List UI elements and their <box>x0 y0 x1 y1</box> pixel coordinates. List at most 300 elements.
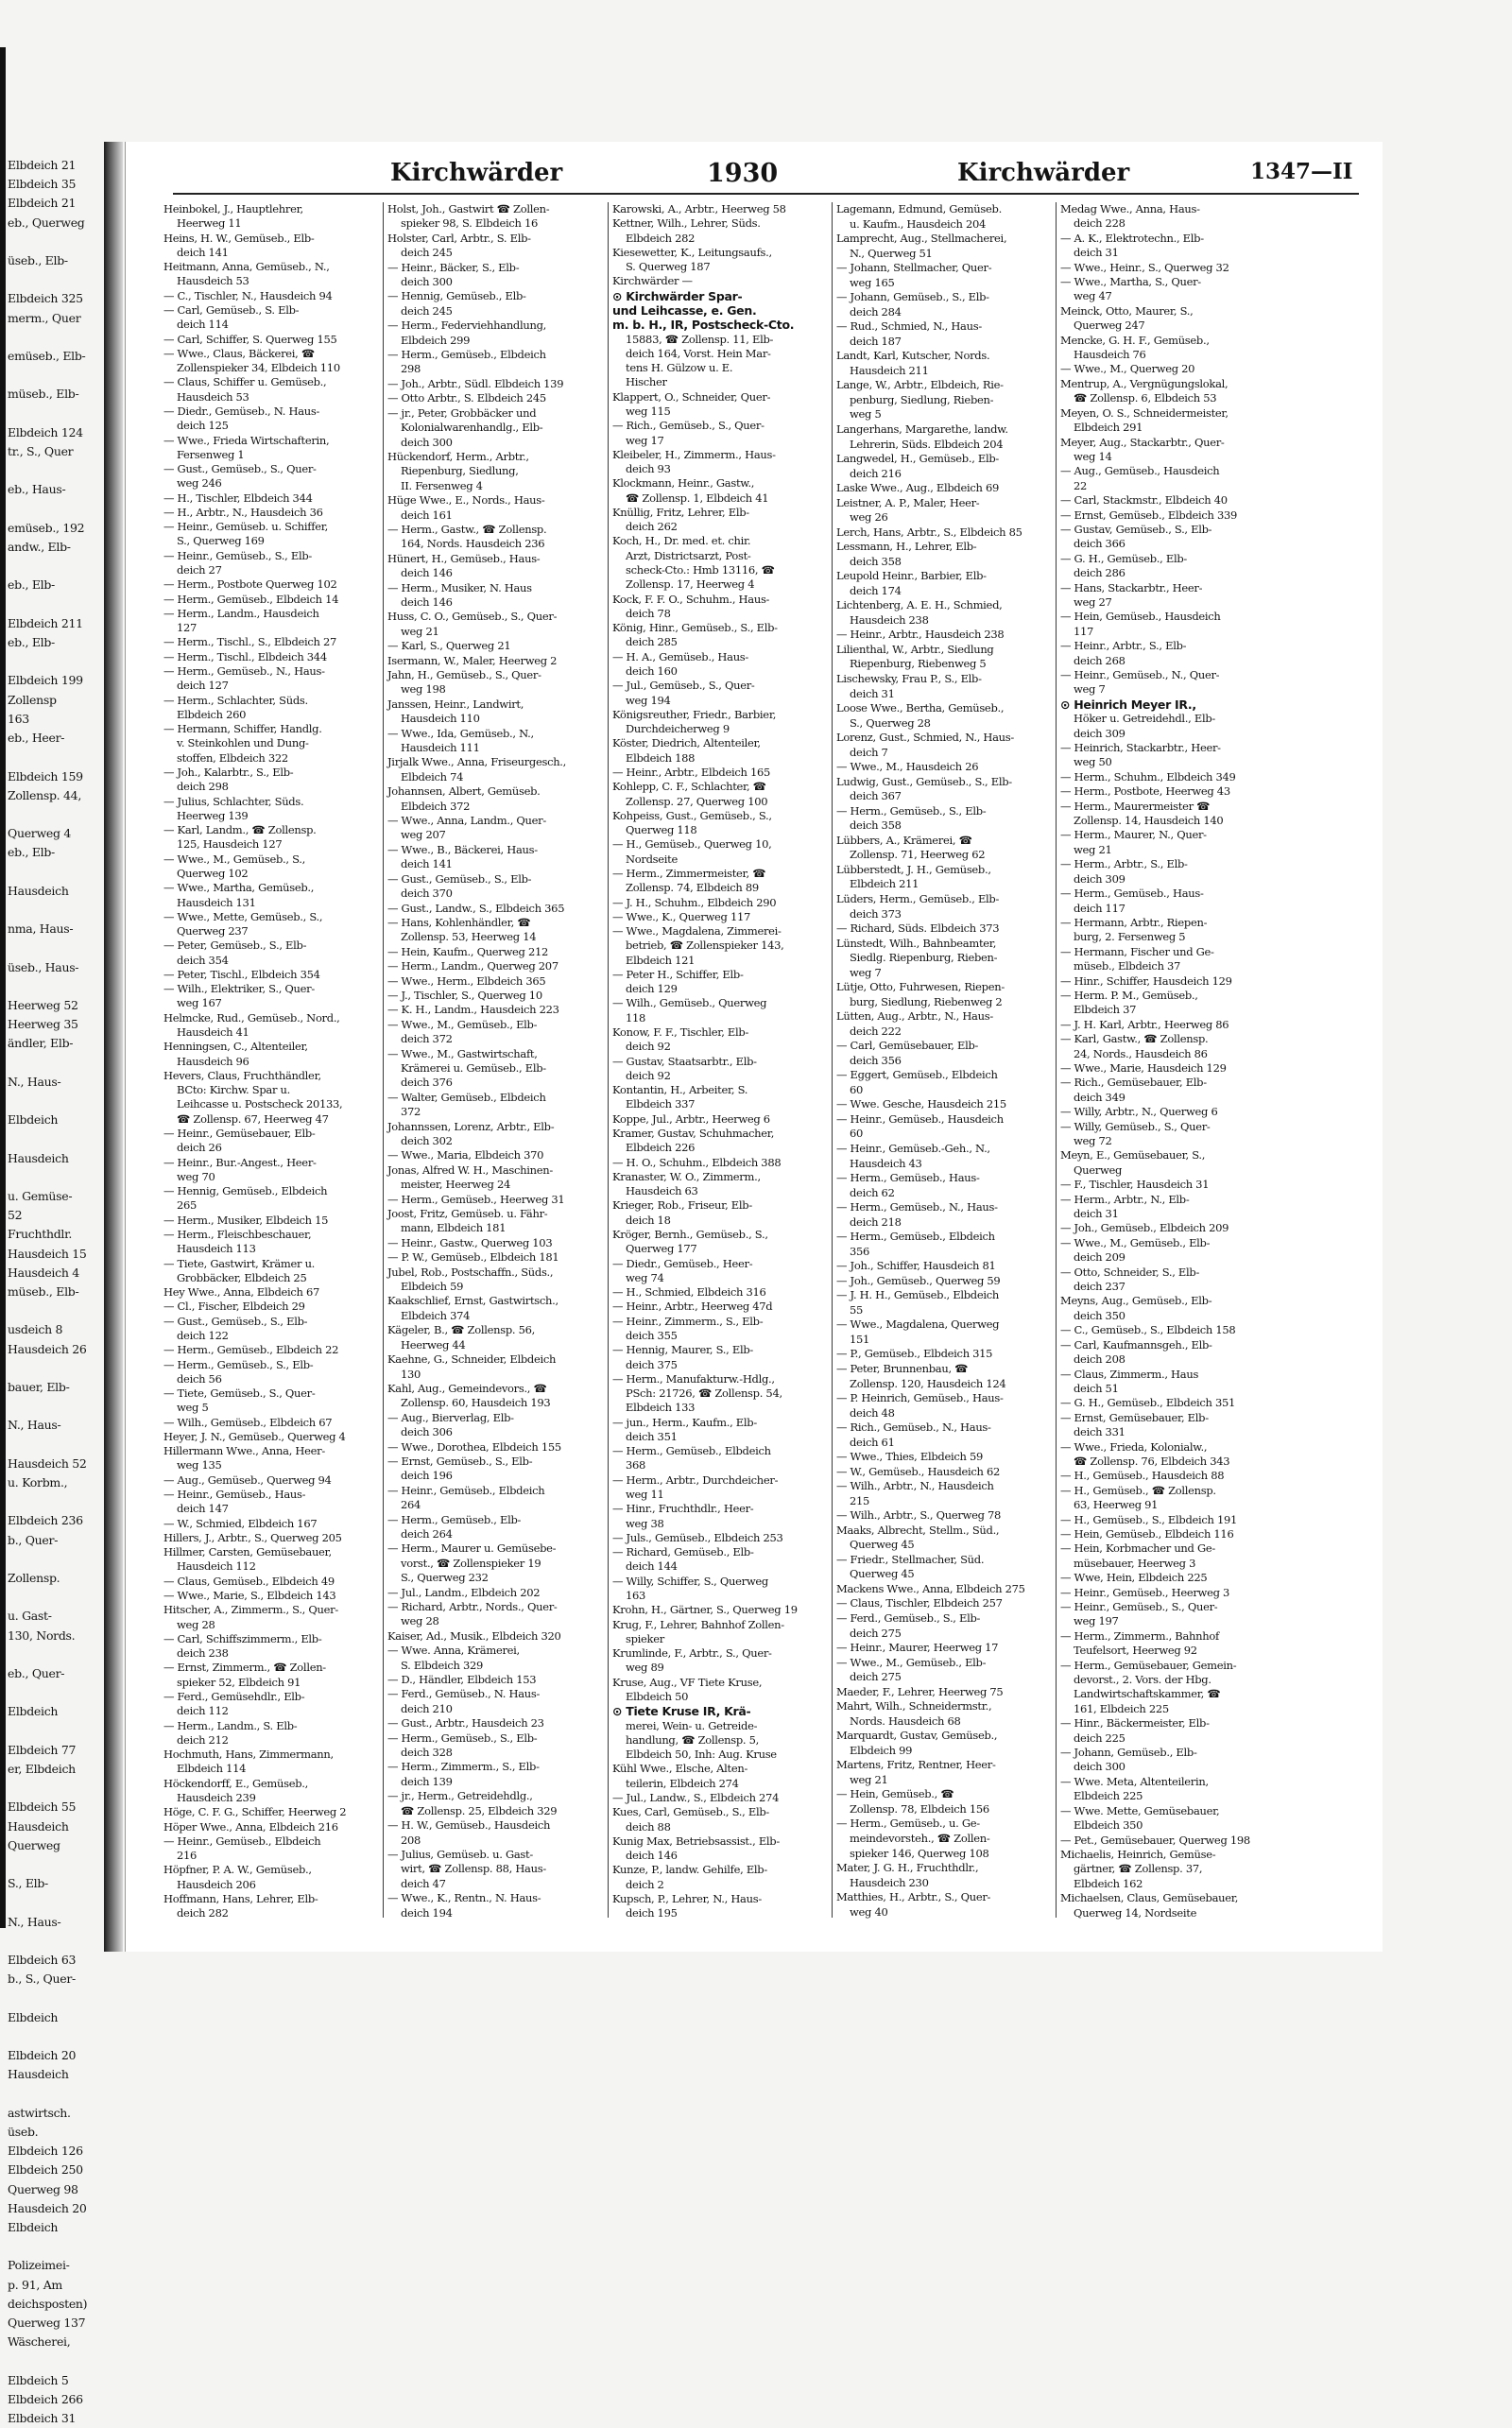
directory-entry-line: Zollensp. 53, Heerweg 14 <box>401 930 537 944</box>
directory-entry-line: Elbdeich 299 <box>401 333 471 347</box>
directory-entry-line: und Leihcasse, e. Gen. <box>612 302 757 318</box>
directory-entry-line: Kunig Max, Betriebsassist., Elb- <box>612 1834 780 1848</box>
directory-entry-line: Krämerei u. Gemüseb., Elb- <box>401 1060 546 1075</box>
directory-column-4 <box>836 202 1052 1932</box>
directory-entry-line: — H., Gemüseb., Hausdeich 88 <box>1060 1469 1225 1483</box>
directory-entry-line: Lagemann, Edmund, Gemüseb. <box>836 202 1002 215</box>
directory-entry-line: ☎ Zollensp. 6, Elbdeich 53 <box>1074 391 1217 405</box>
previous-page-line: Querweg 4 <box>8 826 71 841</box>
directory-entry-line: — D., Händler, Elbdeich 153 <box>387 1673 537 1687</box>
directory-entry-line: deich 187 <box>850 334 902 348</box>
directory-column-1 <box>163 202 379 1932</box>
directory-entry-line: Holster, Carl, Arbtr., S. Elb- <box>387 231 531 245</box>
directory-entry-line: Hausdeich 230 <box>850 1875 929 1889</box>
directory-entry-line: — Joh., Gemüseb., Querweg 59 <box>836 1273 1001 1287</box>
directory-entry-line: deich 354 <box>177 953 229 967</box>
previous-page-line: Elbdeich <box>8 2219 59 2234</box>
directory-entry-line: weg 70 <box>177 1169 215 1183</box>
directory-entry-line: deich 218 <box>850 1214 902 1229</box>
directory-entry-line: Querweg 45 <box>850 1538 915 1552</box>
previous-page-line: Querweg 98 <box>8 2181 78 2196</box>
previous-page-line: Zollensp <box>8 692 57 707</box>
previous-page-line <box>8 1301 112 1320</box>
directory-entry-line: BCto: Kirchw. Spar u. <box>177 1083 290 1097</box>
directory-entry-line: — W., Gemüseb., Hausdeich 62 <box>836 1464 1001 1478</box>
directory-entry-line: — Wwe., Claus, Bäckerei, ☎ <box>163 346 315 360</box>
directory-entry-line: — Gust., Arbtr., Hausdeich 23 <box>387 1716 544 1731</box>
directory-entry-line: — H., Schmied, Elbdeich 316 <box>612 1285 766 1300</box>
directory-entry-line: — Ferd., Gemüseb., S., Elb- <box>836 1611 981 1625</box>
directory-entry-line: Krug, F., Lehrer, Bahnhof Zollen- <box>612 1617 784 1631</box>
directory-entry-line: — Rich., Gemüseb., N., Haus- <box>836 1421 991 1435</box>
directory-entry-line: — Herm., Gemüseb., Elbdeich <box>836 1230 995 1244</box>
directory-entry-line: deich 366 <box>1074 537 1125 551</box>
directory-entry-line: — H. W., Gemüseb., Hausdeich <box>387 1818 551 1833</box>
directory-entry-line: 265 <box>177 1198 198 1213</box>
directory-entry-line: 60 <box>850 1127 864 1141</box>
directory-entry-line: — Ernst, Gemüseb., Elbdeich 339 <box>1060 508 1238 522</box>
directory-entry-line: 60 <box>850 1082 864 1096</box>
directory-entry-line: — P. W., Gemüseb., Elbdeich 181 <box>387 1250 559 1265</box>
previous-page-line: üseb. <box>8 2124 39 2139</box>
directory-entry-line: — Karl, S., Querweg 21 <box>387 639 511 653</box>
directory-entry-line: Koppe, Jul., Arbtr., Heerweg 6 <box>612 1111 770 1126</box>
column-divider <box>832 202 833 1918</box>
directory-entry-line: Riepenburg, Riebenweg 5 <box>850 657 987 671</box>
directory-entry-line: deich 18 <box>626 1213 671 1227</box>
previous-page-line <box>8 938 112 957</box>
directory-entry-line: weg 17 <box>626 433 664 447</box>
directory-entry-line: Lüders, Herm., Gemüseb., Elb- <box>836 891 1000 905</box>
directory-entry-line: Kühl Wwe., Elsche, Alten- <box>612 1762 748 1776</box>
previous-page-line <box>8 1893 112 1912</box>
directory-entry-line: Knüllig, Fritz, Lehrer, Elb- <box>612 505 749 519</box>
directory-entry-line: — Herm., Zimmermeister, ☎ <box>612 866 766 880</box>
directory-entry-line: deich 208 <box>1074 1352 1125 1367</box>
directory-entry-line: deich 209 <box>1074 1250 1125 1265</box>
directory-entry-line: Holst, Joh., Gastwirt ☎ Zollen- <box>387 202 550 215</box>
directory-entry-line: — Herm., Gemüsebauer, Gemein- <box>1060 1658 1237 1672</box>
directory-entry-line: weg 21 <box>401 624 439 638</box>
directory-entry-line: 216 <box>177 1849 198 1863</box>
directory-entry-line: — Wwe., M., Querweg 20 <box>1060 362 1195 376</box>
directory-entry-line: — Herm., Gastw., ☎ Zollensp. <box>387 522 547 536</box>
previous-page-line <box>8 1129 112 1148</box>
directory-entry-line: Michaelis, Heinrich, Gemüse- <box>1060 1847 1216 1861</box>
previous-page-line <box>8 1932 112 1951</box>
directory-entry-line: Zollensp. 14, Hausdeich 140 <box>1074 814 1224 828</box>
directory-entry-line: deich 2 <box>626 1877 664 1891</box>
directory-entry-line: — Herm., Maurer, N., Quer- <box>1060 828 1207 842</box>
directory-entry-line: — W., Schmied, Elbdeich 167 <box>163 1516 318 1530</box>
directory-entry-line: Querweg 237 <box>177 924 249 938</box>
directory-entry-line: — Hinr., Fruchthdlr., Heer- <box>612 1502 754 1516</box>
directory-entry-line: Maeder, F., Lehrer, Heerweg 75 <box>836 1684 1004 1698</box>
directory-entry-line: deich 146 <box>401 566 453 580</box>
directory-entry-line: — Hein, Gemüseb., Elbdeich 116 <box>1060 1526 1234 1541</box>
directory-entry-line: — Joh., Schiffer, Hausdeich 81 <box>836 1259 996 1273</box>
previous-page-line <box>8 2085 112 2104</box>
directory-entry-line: — Hans, Kohlenhändler, ☎ <box>387 915 531 929</box>
previous-page-line <box>8 1645 112 1664</box>
directory-entry-line: Hausdeich 112 <box>177 1559 256 1574</box>
directory-entry-line: — Richard, Arbtr., Nords., Quer- <box>387 1600 558 1613</box>
directory-entry-line: deich 275 <box>850 1626 902 1640</box>
directory-entry-line: — Ferd., Gemüseb., N. Haus- <box>387 1687 541 1701</box>
directory-entry-line: — Herm., Arbtr., Durchdeicher- <box>612 1472 779 1487</box>
directory-entry-line: Heitmann, Anna, Gemüseb., N., <box>163 260 330 274</box>
directory-entry-line: weg 165 <box>850 275 895 289</box>
directory-entry-line: Zollensp. 74, Elbdeich 89 <box>626 881 759 895</box>
directory-entry-line: Kunze, P., landw. Gehilfe, Elb- <box>612 1863 767 1877</box>
directory-entry-line: — Herm., Gemüseb., Elbdeich 22 <box>163 1343 339 1357</box>
directory-entry-line: — Herm., Manufakturw.-Hdlg., <box>612 1371 775 1386</box>
directory-entry-line: Mentrup, A., Vergnügungslokal, <box>1060 376 1228 390</box>
directory-entry-line: Zollensp. 27, Querweg 100 <box>626 794 768 808</box>
directory-entry-line: Ludwig, Gust., Gemüseb., S., Elb- <box>836 774 1012 788</box>
directory-entry-line: Kolonialwarenhandlg., Elb- <box>401 421 543 435</box>
directory-entry-line: Elbdeich 291 <box>1074 421 1143 435</box>
directory-entry-line: — Wilh., Arbtr., N., Hausdeich <box>836 1479 994 1493</box>
previous-page-line <box>8 2237 112 2256</box>
directory-entry-line: — Hermann, Schiffer, Handlg. <box>163 722 322 736</box>
directory-entry-line: deich 356 <box>850 1053 902 1067</box>
directory-entry-line: Kägeler, B., ☎ Zollensp. 56, <box>387 1323 535 1337</box>
directory-entry-line: — Herm., Maurer u. Gemüsebe- <box>387 1541 557 1556</box>
directory-entry-line: 125, Hausdeich 127 <box>177 837 283 852</box>
directory-entry-line: Elbdeich 114 <box>177 1762 247 1776</box>
directory-entry-line: weg 7 <box>1074 682 1106 697</box>
previous-page-line: Elbdeich <box>8 1112 59 1128</box>
column-divider <box>1056 202 1057 1918</box>
directory-entry-line: — Juls., Gemüseb., Elbdeich 253 <box>612 1530 783 1544</box>
directory-entry-line: Heerweg 139 <box>177 808 249 822</box>
directory-entry-line: — Heinr., Gemüseb.-Geh., N., <box>836 1142 990 1155</box>
directory-entry-line: Elbdeich 337 <box>626 1097 696 1111</box>
directory-entry-line: 208 <box>401 1833 421 1847</box>
directory-entry-line: — Heinr., Gemüsebauer, Elb- <box>163 1127 316 1140</box>
directory-entry-line: deich 26 <box>177 1141 222 1155</box>
directory-entry-line: — Hennig, Gemüseb., Elbdeich <box>163 1184 328 1198</box>
previous-page-line: Fruchthdlr. <box>8 1227 73 1242</box>
directory-entry-line: — Herm., Musiker, N. Haus <box>387 580 532 594</box>
directory-entry-line: — Gustav, Staatsarbtr., Elb- <box>612 1054 757 1068</box>
previous-page-line <box>8 2027 112 2046</box>
directory-entry-line: Kahl, Aug., Gemeindevors., ☎ <box>387 1381 547 1395</box>
directory-entry-line: Elbdeich 121 <box>626 953 696 967</box>
directory-entry-line: ⊙ Tiete Kruse IR, Krä- <box>612 1704 751 1719</box>
directory-entry-line: gärtner, ☎ Zollensp. 37, <box>1074 1862 1203 1876</box>
directory-entry-line: — Willy, Arbtr., N., Querweg 6 <box>1060 1105 1218 1119</box>
previous-page-line <box>8 901 112 920</box>
previous-page-line: Elbdeich 20 <box>8 2048 77 2063</box>
directory-entry-line: Elbdeich 372 <box>401 799 471 813</box>
directory-entry-line: — Ernst, Gemüseb., S., Elb- <box>387 1454 533 1468</box>
directory-entry-line: Köster, Diedrich, Altenteiler, <box>612 736 761 750</box>
directory-entry-line: 24, Nords., Hausdeich 86 <box>1074 1046 1208 1060</box>
directory-entry-line: 118 <box>626 1010 646 1025</box>
directory-entry-line: Elbdeich 50 <box>626 1689 689 1703</box>
directory-entry-line: Hausdeich 76 <box>1074 348 1146 362</box>
directory-entry-line: — Gust., Gemüseb., S., Elb- <box>387 871 532 886</box>
directory-entry-line: — Herm., Gemüseb., N., Haus- <box>836 1200 998 1214</box>
directory-entry-line: deich 78 <box>626 606 671 620</box>
directory-entry-line: devorst., 2. Vors. der Hbg. <box>1074 1673 1211 1687</box>
previous-page-line <box>8 1683 112 1702</box>
directory-entry-line: — Herm., Schlachter, Süds. <box>163 693 308 707</box>
directory-entry-line: — Aug., Gemüseb., Hausdeich <box>1060 464 1220 478</box>
directory-entry-line: — Wwe. Mette, Gemüsebauer, <box>1060 1803 1220 1817</box>
previous-page-line: b., S., Quer- <box>8 1972 76 1987</box>
directory-entry-line: weg 40 <box>850 1904 888 1919</box>
directory-entry-line: Hoffmann, Hans, Lehrer, Elb- <box>163 1891 318 1905</box>
directory-entry-line: Janssen, Heinr., Landwirt, <box>387 697 524 711</box>
previous-page-line: Elbdeich 77 <box>8 1742 77 1757</box>
directory-entry-line: — Carl, Stackmstr., Elbdeich 40 <box>1060 493 1228 508</box>
previous-page-line: Elbdeich <box>8 1704 59 1719</box>
directory-entry-line: Hischer <box>626 375 667 389</box>
header-place-right: Kirchwärder <box>957 159 1130 187</box>
directory-entry-line: Karowski, A., Arbtr., Heerweg 58 <box>612 202 786 215</box>
directory-entry-line: deich 328 <box>401 1746 453 1760</box>
directory-entry-line: 22 <box>1074 478 1088 492</box>
directory-entry-line: deich 351 <box>626 1429 678 1443</box>
directory-entry-line: deich 194 <box>401 1905 453 1920</box>
directory-entry-line: Konow, F. F., Tischler, Elb- <box>612 1025 749 1040</box>
directory-entry-line: weg 27 <box>1074 594 1112 609</box>
directory-entry-line: deich 174 <box>850 583 902 597</box>
directory-entry-line: deich 31 <box>1074 246 1119 260</box>
directory-entry-line: — Karl, Gastw., ☎ Zollensp. <box>1060 1032 1209 1046</box>
directory-entry-line: — Otto, Schneider, S., Elb- <box>1060 1265 1200 1279</box>
directory-entry-line: weg 167 <box>177 996 222 1010</box>
directory-entry-line: — Herm., Musiker, Elbdeich 15 <box>163 1213 329 1227</box>
directory-entry-line: Zollensp. 17, Heerweg 4 <box>626 577 755 592</box>
directory-entry-line: Meyns, Aug., Gemüseb., Elb- <box>1060 1294 1212 1308</box>
previous-page-line: tr., S., Quer <box>8 444 74 459</box>
directory-entry-line: — Herm., Gemüseb., Haus- <box>1060 887 1204 901</box>
directory-entry-line: Hausdeich 43 <box>850 1156 922 1170</box>
directory-entry-line: scheck-Cto.: Hmb 13116, ☎ <box>626 563 775 577</box>
directory-entry-line: deich 216 <box>850 466 902 480</box>
directory-entry-line: deich 222 <box>850 1024 902 1038</box>
directory-entry-line: deich 114 <box>177 318 229 332</box>
directory-entry-line: — Wwe., Marie, Hausdeich 129 <box>1060 1060 1227 1075</box>
header-page-number: 1347—II <box>1250 159 1353 184</box>
directory-column-5 <box>1060 202 1276 1932</box>
directory-entry-line: deich 350 <box>1074 1308 1125 1322</box>
previous-page-line <box>8 1855 112 1874</box>
directory-entry-line: deich 164, Vorst. Hein Mar- <box>626 346 771 360</box>
directory-entry-line: penburg, Siedlung, Rieben- <box>850 392 994 406</box>
directory-entry-line: Laske Wwe., Aug., Elbdeich 69 <box>836 481 1000 495</box>
previous-page-line: Elbdeich 159 <box>8 768 83 784</box>
directory-entry-line: Mackens Wwe., Anna, Elbdeich 275 <box>836 1581 1025 1595</box>
directory-entry-line: Landt, Karl, Kutscher, Nords. <box>836 349 990 363</box>
directory-entry-line: — Ferd., Gemüsehdlr., Elb- <box>163 1689 305 1703</box>
directory-entry-line: — Tiete, Gastwirt, Krämer u. <box>163 1256 316 1270</box>
directory-entry-line: — Rud., Schmied, N., Haus- <box>836 319 982 334</box>
previous-page-line: üseb., Elb- <box>8 253 68 268</box>
previous-page-line: Elbdeich 236 <box>8 1513 83 1528</box>
directory-entry-line: Höckendorff, E., Gemüseb., <box>163 1776 309 1790</box>
directory-entry-line: Jahn, H., Gemüseb., S., Quer- <box>387 668 541 681</box>
directory-entry-line: deich 48 <box>850 1405 895 1420</box>
directory-entry-line: deich 62 <box>850 1185 895 1199</box>
directory-entry-line: deich 309 <box>1074 726 1125 740</box>
directory-entry-line: deich 112 <box>177 1704 229 1718</box>
header-year: 1930 <box>707 159 779 188</box>
directory-entry-line: — Pet., Gemüsebauer, Querweg 198 <box>1060 1833 1250 1847</box>
directory-entry-line: Zollensp. 78, Elbdeich 156 <box>850 1801 989 1816</box>
previous-page-line: bauer, Elb- <box>8 1380 70 1394</box>
directory-entry-line: Jirjalk Wwe., Anna, Friseurgesch., <box>387 755 567 769</box>
directory-entry-line: Hausdeich 53 <box>177 389 249 404</box>
directory-entry-line: deich 284 <box>850 304 902 319</box>
directory-entry-line: Elbdeich 226 <box>626 1141 696 1155</box>
directory-entry-line: 117 <box>1074 624 1094 638</box>
previous-page-line <box>8 1779 112 1798</box>
previous-page-line: Elbdeich 35 <box>8 177 77 192</box>
previous-page-line: Elbdeich 21 <box>8 158 77 172</box>
directory-entry-line: Querweg 45 <box>850 1567 915 1581</box>
directory-entry-line: — Wilh., Arbtr., S., Querweg 78 <box>836 1508 1002 1523</box>
directory-entry-line: deich 31 <box>1074 1207 1119 1221</box>
previous-page-line <box>8 1588 112 1607</box>
directory-entry-line: — Wwe., M., Gemüseb., Elb- <box>387 1017 538 1031</box>
directory-entry-line: weg 197 <box>1074 1614 1119 1628</box>
directory-entry-line: — Heinr., Gemüseb., Heerweg 3 <box>1060 1585 1230 1599</box>
previous-page-line: Elbdeich 266 <box>8 2391 83 2406</box>
directory-entry-line: deich 146 <box>626 1849 678 1863</box>
directory-entry-line: Lichtenberg, A. E. H., Schmied, <box>836 598 1003 612</box>
previous-page-line: emüseb., 192 <box>8 520 85 535</box>
directory-entry-line: deich 7 <box>850 745 888 759</box>
directory-entry-line: — H., Tischler, Elbdeich 344 <box>163 491 313 505</box>
directory-entry-line: Zollensp. 60, Hausdeich 193 <box>401 1396 551 1410</box>
directory-entry-line: — Joh., Kalarbtr., S., Elb- <box>163 765 294 779</box>
directory-entry-line: deich 370 <box>401 887 453 901</box>
directory-entry-line: — Herm., Schuhm., Elbdeich 349 <box>1060 769 1236 784</box>
directory-entry-line: — Heinr., Bäcker, S., Elb- <box>387 260 520 274</box>
directory-entry-line: spieker 98, S. Elbdeich 16 <box>401 216 539 231</box>
directory-entry-line: — Ernst, Gemüsebauer, Elb- <box>1060 1410 1209 1424</box>
directory-entry-line: Hausdeich 131 <box>177 895 256 909</box>
column-divider <box>608 202 609 1918</box>
directory-entry-line: Kruse, Aug., VF Tiete Kruse, <box>612 1675 763 1689</box>
directory-entry-line: ☎ Zollensp. 1, Elbdeich 41 <box>626 491 769 505</box>
directory-entry-line: Krohn, H., Gärtner, S., Querweg 19 <box>612 1603 798 1617</box>
directory-entry-line: weg 72 <box>1074 1134 1112 1147</box>
previous-page-line <box>8 863 112 882</box>
directory-entry-line: u. Kaufm., Hausdeich 204 <box>850 216 986 231</box>
directory-entry-line: Michaelsen, Claus, Gemüsebauer, <box>1060 1891 1239 1905</box>
directory-entry-line: Huss, C. O., Gemüseb., S., Quer- <box>387 610 558 624</box>
directory-entry-line: — Johann, Gemüseb., Elb- <box>1060 1746 1197 1760</box>
directory-entry-line: weg 14 <box>1074 449 1112 463</box>
directory-entry-line: Kohpeiss, Gust., Gemüseb., S., <box>612 808 772 822</box>
directory-entry-line: mann, Elbdeich 181 <box>401 1221 507 1235</box>
directory-entry-line: deich 51 <box>1074 1381 1119 1395</box>
directory-entry-line: Hitscher, A., Zimmerm., S., Quer- <box>163 1603 338 1617</box>
directory-entry-line: — jun., Herm., Kaufm., Elb- <box>612 1415 757 1429</box>
directory-entry-line: — Heinr., Arbtr., Hausdeich 238 <box>836 628 1005 642</box>
directory-entry-line: deich 367 <box>850 789 902 803</box>
directory-entry-line: weg 47 <box>1074 289 1112 303</box>
directory-entry-line: — Herm., Postbote, Heerweg 43 <box>1060 784 1230 799</box>
directory-entry-line: 164, Nords. Hausdeich 236 <box>401 537 545 551</box>
directory-entry-line: — Wwe., Martha, Gemüseb., <box>163 881 315 895</box>
directory-entry-line: Martens, Fritz, Rentner, Heer- <box>836 1758 996 1772</box>
directory-entry-line: Siedlg. Riepenburg, Rieben- <box>850 951 998 965</box>
directory-entry-line: Meyer, Aug., Stackarbtr., Quer- <box>1060 435 1225 449</box>
directory-entry-line: deich 358 <box>850 818 902 833</box>
previous-page-line: Zollensp. 44, <box>8 787 81 802</box>
directory-entry-line: v. Steinkohlen und Dung- <box>177 736 309 750</box>
previous-page-line <box>8 1722 112 1741</box>
directory-entry-line: Lütten, Aug., Arbtr., N., Haus- <box>836 1009 993 1024</box>
directory-entry-line: Marquardt, Gustav, Gemüseb., <box>836 1729 998 1743</box>
directory-entry-line: N., Querweg 51 <box>850 246 933 260</box>
previous-page-line: Elbdeich 211 <box>8 615 83 630</box>
directory-entry-line: — jr., Herm., Getreidehdlg., <box>387 1789 533 1803</box>
directory-entry-line: Meyen, O. S., Schneidermeister, <box>1060 405 1228 420</box>
directory-entry-line: — H., Gemüseb., S., Elbdeich 191 <box>1060 1512 1238 1526</box>
previous-page-line <box>8 2351 112 2370</box>
previous-page-line: merm., Quer <box>8 310 81 325</box>
directory-entry-line: — Joh., Arbtr., Südl. Elbdeich 139 <box>387 376 564 390</box>
directory-entry-line: Lünstedt, Wilh., Bahnbeamter, <box>836 936 997 950</box>
directory-entry-line: deich 127 <box>177 679 229 693</box>
directory-entry-line: — Heinr., Gemüseb., Elbdeich <box>163 1834 321 1848</box>
directory-entry-line: — Jul., Landm., Elbdeich 202 <box>387 1585 541 1599</box>
directory-entry-line: Hausdeich 111 <box>401 741 480 755</box>
previous-page-line: Hausdeich 20 <box>8 2200 87 2215</box>
directory-entry-line: — Herm., Gemüseb., Elb- <box>387 1512 522 1526</box>
directory-entry-line: — Hein, Kaufm., Querweg 212 <box>387 944 549 958</box>
previous-page-line: p. 91, Am <box>8 2277 62 2292</box>
directory-entry-line: Hausdeich 239 <box>177 1790 256 1804</box>
directory-entry-line: — Heinr., Gemüseb., Hausdeich <box>836 1111 1004 1126</box>
directory-entry-line: 372 <box>401 1105 421 1119</box>
directory-entry-line: — P. Heinrich, Gemüseb., Haus- <box>836 1391 1004 1405</box>
directory-entry-line: — Eggert, Gemüseb., Elbdeich <box>836 1068 998 1082</box>
previous-page-line: Elbdeich 21 <box>8 196 77 211</box>
directory-entry-line: — P., Gemüseb., Elbdeich 315 <box>836 1347 993 1361</box>
directory-entry-line: — Heinr., Gastw., Querweg 103 <box>387 1235 553 1249</box>
directory-entry-line: deich 27 <box>177 563 222 577</box>
directory-entry-line: S., Querweg 169 <box>177 534 265 548</box>
directory-entry-line: weg 74 <box>626 1270 664 1284</box>
directory-entry-line: Elbdeich 59 <box>401 1280 464 1294</box>
previous-page-line: eb., Querweg <box>8 215 85 230</box>
previous-page-line: Hausdeich <box>8 883 69 898</box>
directory-entry-line: Langwedel, H., Gemüseb., Elb- <box>836 452 1000 466</box>
previous-page-line: Polizeimei- <box>8 2258 70 2273</box>
directory-entry-line: Kock, F. F. O., Schuhm., Haus- <box>612 592 770 606</box>
directory-entry-line: — Herm., Gemüseb., S., Elb- <box>387 1731 538 1745</box>
directory-entry-line: spieker 52, Elbdeich 91 <box>177 1675 301 1689</box>
previous-page-line <box>8 366 112 385</box>
directory-entry-line: — Heinr., Arbtr., S., Elb- <box>1060 639 1187 653</box>
directory-entry-line: — Wwe., M., Gemüseb., S., <box>163 852 305 866</box>
previous-page-line: müseb., Elb- <box>8 387 79 402</box>
directory-entry-line: — Rich., Gemüsebauer, Elb- <box>1060 1076 1207 1090</box>
directory-entry-line: Königsreuther, Friedr., Barbier, <box>612 707 777 721</box>
directory-entry-line: Elbdeich 50, Inh: Aug. Kruse <box>626 1748 777 1762</box>
directory-entry-line: — Aug., Bierverlag, Elb- <box>387 1410 514 1424</box>
directory-entry-line: — Wwe. Anna, Krämerei, <box>387 1644 520 1658</box>
